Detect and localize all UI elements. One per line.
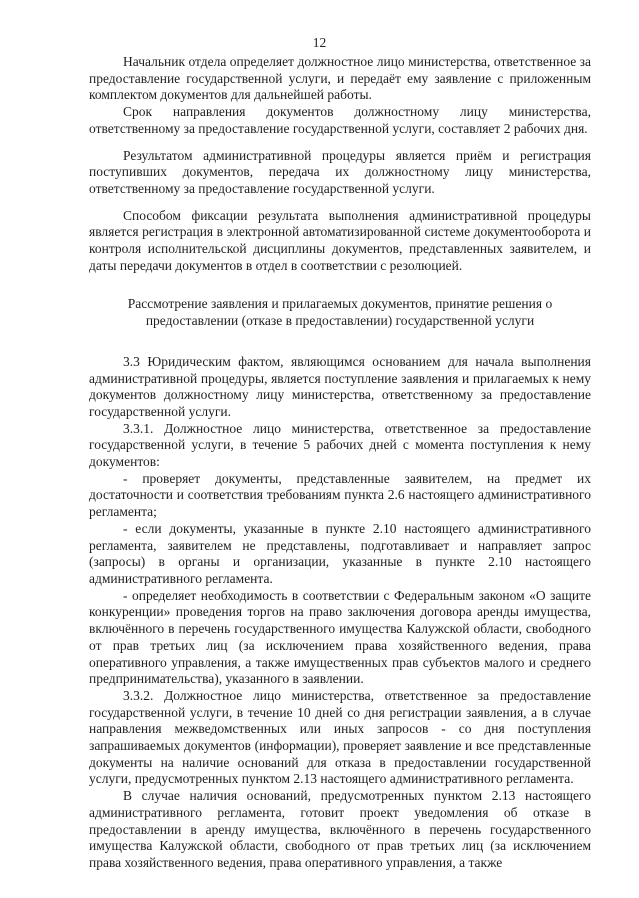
paragraph: Начальник отдела определяет должностное лицо министерства, ответственное за предоставление государственной услуги, и передаёт ему заявление с приложенным комплектом документов для дальнейшей работы. (89, 54, 591, 103)
section-heading: Рассмотрение заявления и прилагаемых документов, принятие решения о предоставлении (отказе в предоставлении) государственной услуги (127, 296, 553, 329)
page-number: 12 (312, 35, 327, 50)
paragraph: В случае наличия оснований, предусмотренных пунктом 2.13 настоящего административного регламента, готовит проект уведомления об отказе в предоставлении в аренду имущества, включённого в перечень государственного имущества Калужской области, свободного от прав третьих лиц (за исключением права хозяйственного ведения, права оперативного управления, а также (89, 788, 591, 870)
paragraph: 3.3.2. Должностное лицо министерства, ответственное за предоставление государственной услуги, в течение 10 дней со дня регистрации заявления, а в случае направления межведомственных или иных запросов - со дня поступления запрашиваемых документов (информации), проверяет заявление и все представленные документы на наличие оснований для отказа в предоставлении государственной услуги, предусмотренных пунктом 2.13 настоящего административного регламента. (89, 687, 591, 787)
list-item: - определяет необходимость в соответствии с Федеральным законом «О защите конкуренции» проведения торгов на право заключения договора аренды имущества, включённого в перечень государственного имущества Калужской области, свободного от прав третьих лиц (за исключением права хозяйственного ведения, права оперативного управления, а также имущественных прав субъектов малого и среднего предпринимательства), указанного в заявлении. (89, 587, 591, 687)
document-body (89, 54, 591, 872)
paragraph: Способом фиксации результата выполнения административной процедуры является регистрация в электронной автоматизированной системе документооборота и контроля исполнительской дисциплины документов, представленных заявителем, и даты передачи документов в отдел в соответствии с резолюцией. (89, 207, 591, 273)
paragraph: 3.3 Юридическим фактом, являющимся основанием для начала выполнения административной процедуры, является поступление заявления и прилагаемых к нему документов должностному лицу министерства, ответственному за предоставление государственной услуги. (89, 353, 591, 419)
paragraph: Результатом административной процедуры является приём и регистрация поступивших документов, передача их должностному лицу министерства, ответственному за предоставление государственной услуги. (89, 147, 591, 196)
paragraph: Срок направления документов должностному лицу министерства, ответственному за предоставление государственной услуги, составляет 2 рабочих дня. (89, 104, 591, 136)
list-item: - если документы, указанные в пункте 2.10 настоящего административного регламента, заявителем не представлены, подготавливает и направляет запрос (запросы) в органы и организации, указанные в пункте 2.10 настоящего административного регламента. (89, 520, 591, 586)
list-item: - проверяет документы, представленные заявителем, на предмет их достаточности и соответствия требованиям пункта 2.6 настоящего административного регламента; (89, 470, 591, 520)
paragraph: 3.3.1. Должностное лицо министерства, ответственное за предоставление государственной услуги, в течение 5 рабочих дней с момента поступления к нему документов: (89, 420, 591, 470)
